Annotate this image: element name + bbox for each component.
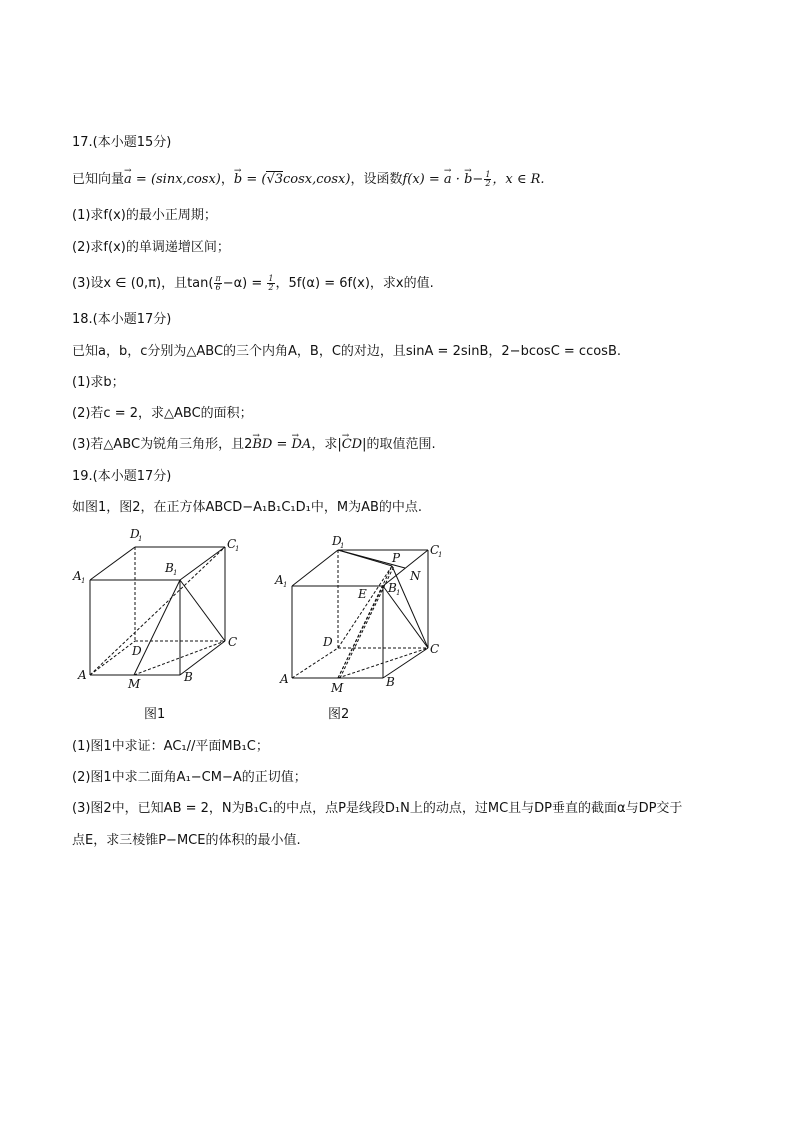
svg-text:1: 1	[438, 551, 443, 559]
sqrt-three: √3	[266, 172, 283, 187]
q18-part1: (1)求b；	[72, 375, 125, 390]
fig1-label-A: A	[78, 668, 87, 682]
fig2-label-A1: A	[275, 573, 284, 587]
svg-text:1: 1	[283, 581, 288, 589]
fig2-label-P: P	[392, 551, 401, 565]
q17-part3: (3)设x ∈ (0,π)，且tan( $\frac{\pi}{6}$ −α) = $\frac{1}{2}$ ，5f(α) = 6f(x)，求x的值.	[72, 274, 434, 292]
fig2-label-C1: C	[430, 543, 440, 557]
q19-stem: 如图1，图2，在正方体ABCD−A₁B₁C₁D₁中，M为AB的中点.	[72, 500, 423, 515]
vector-b: → b	[234, 171, 242, 189]
fig1-label-M: M	[128, 677, 141, 691]
fig2-label-B1: B	[388, 581, 397, 595]
q19-part3-line1: (3)图2中，已知AB = 2，N为B₁C₁的中点，点P是线段D₁N上的动点，过MC且与DP垂直的截面α与DP交于	[72, 801, 683, 816]
q19-part2: (2)图1中求二面角A₁−CM−A的正切值；	[72, 770, 307, 785]
q17-header: 17.(本小题15分)	[72, 135, 172, 150]
vector-da: → DA	[292, 436, 312, 454]
fig2-label-B: B	[386, 675, 395, 689]
fig2-label-C: C	[430, 642, 440, 656]
q18-header: 18.(本小题17分)	[72, 312, 172, 327]
vector-cd: → CD	[342, 436, 362, 454]
q18-stem: 已知a，b，c分别为△ABC的三个内角A，B，C的对边，且sinA = 2sinB，2−bcosC = ccosB.	[72, 344, 621, 359]
fig1-label-A1: A	[73, 569, 82, 583]
fig2-label-A: A	[280, 672, 289, 686]
figure-2-cube	[272, 530, 452, 700]
fig1-label-B: B	[184, 670, 193, 684]
q17-part1: (1)求f(x)的最小正周期；	[72, 208, 217, 223]
svg-text:1: 1	[138, 535, 143, 543]
svg-text:1: 1	[235, 545, 240, 553]
fig1-label-D: D	[132, 644, 142, 658]
svg-text:1: 1	[396, 589, 401, 597]
fig2-label-E: E	[358, 587, 367, 601]
fraction-half: $\frac{1}{2}$	[485, 170, 491, 188]
q18-part3: (3)若△ABC为锐角三角形，且2→ BD = → DA，求|→ CD|的取值范围.	[72, 436, 436, 454]
svg-text:1: 1	[173, 569, 178, 577]
fig2-label-D: D	[323, 635, 333, 649]
figure-2-caption: 图2	[328, 707, 350, 722]
fig2-label-M: M	[331, 681, 344, 695]
figure-1-cube	[70, 525, 250, 695]
fig1-label-C: C	[228, 635, 238, 649]
svg-text:1: 1	[340, 542, 345, 550]
vector-a: → a	[124, 171, 132, 189]
q17-part2: (2)求f(x)的单调递增区间；	[72, 240, 230, 255]
fig1-label-B1: B	[165, 561, 174, 575]
fraction-half-2: $\frac{1}{2}$	[268, 274, 274, 292]
fig1-label-C1: C	[227, 537, 237, 551]
fig2-label-D1: D	[332, 534, 342, 548]
fig1-label-D1: D	[130, 527, 140, 541]
q18-part2: (2)若c = 2，求△ABC的面积；	[72, 406, 253, 421]
q19-part1: (1)图1中求证：AC₁//平面MB₁C；	[72, 739, 269, 754]
vector-bd: → BD	[252, 436, 272, 454]
figure-1-caption: 图1	[144, 707, 166, 722]
fraction-pi-over-6: $\frac{\pi}{6}$	[215, 274, 221, 292]
q19-header: 19.(本小题17分)	[72, 469, 172, 484]
svg-text:1: 1	[81, 577, 86, 585]
q19-part3-line2: 点E，求三棱锥P−MCE的体积的最小值.	[72, 833, 301, 848]
fig2-label-N: N	[410, 569, 421, 583]
q17-stem: 已知向量→ a = (sinx,cosx)，→ b = (√3cosx,cosx)，设函数f(x) = → a · → b− $\frac{1}{2}$ ，x ∈ R.	[72, 171, 545, 189]
